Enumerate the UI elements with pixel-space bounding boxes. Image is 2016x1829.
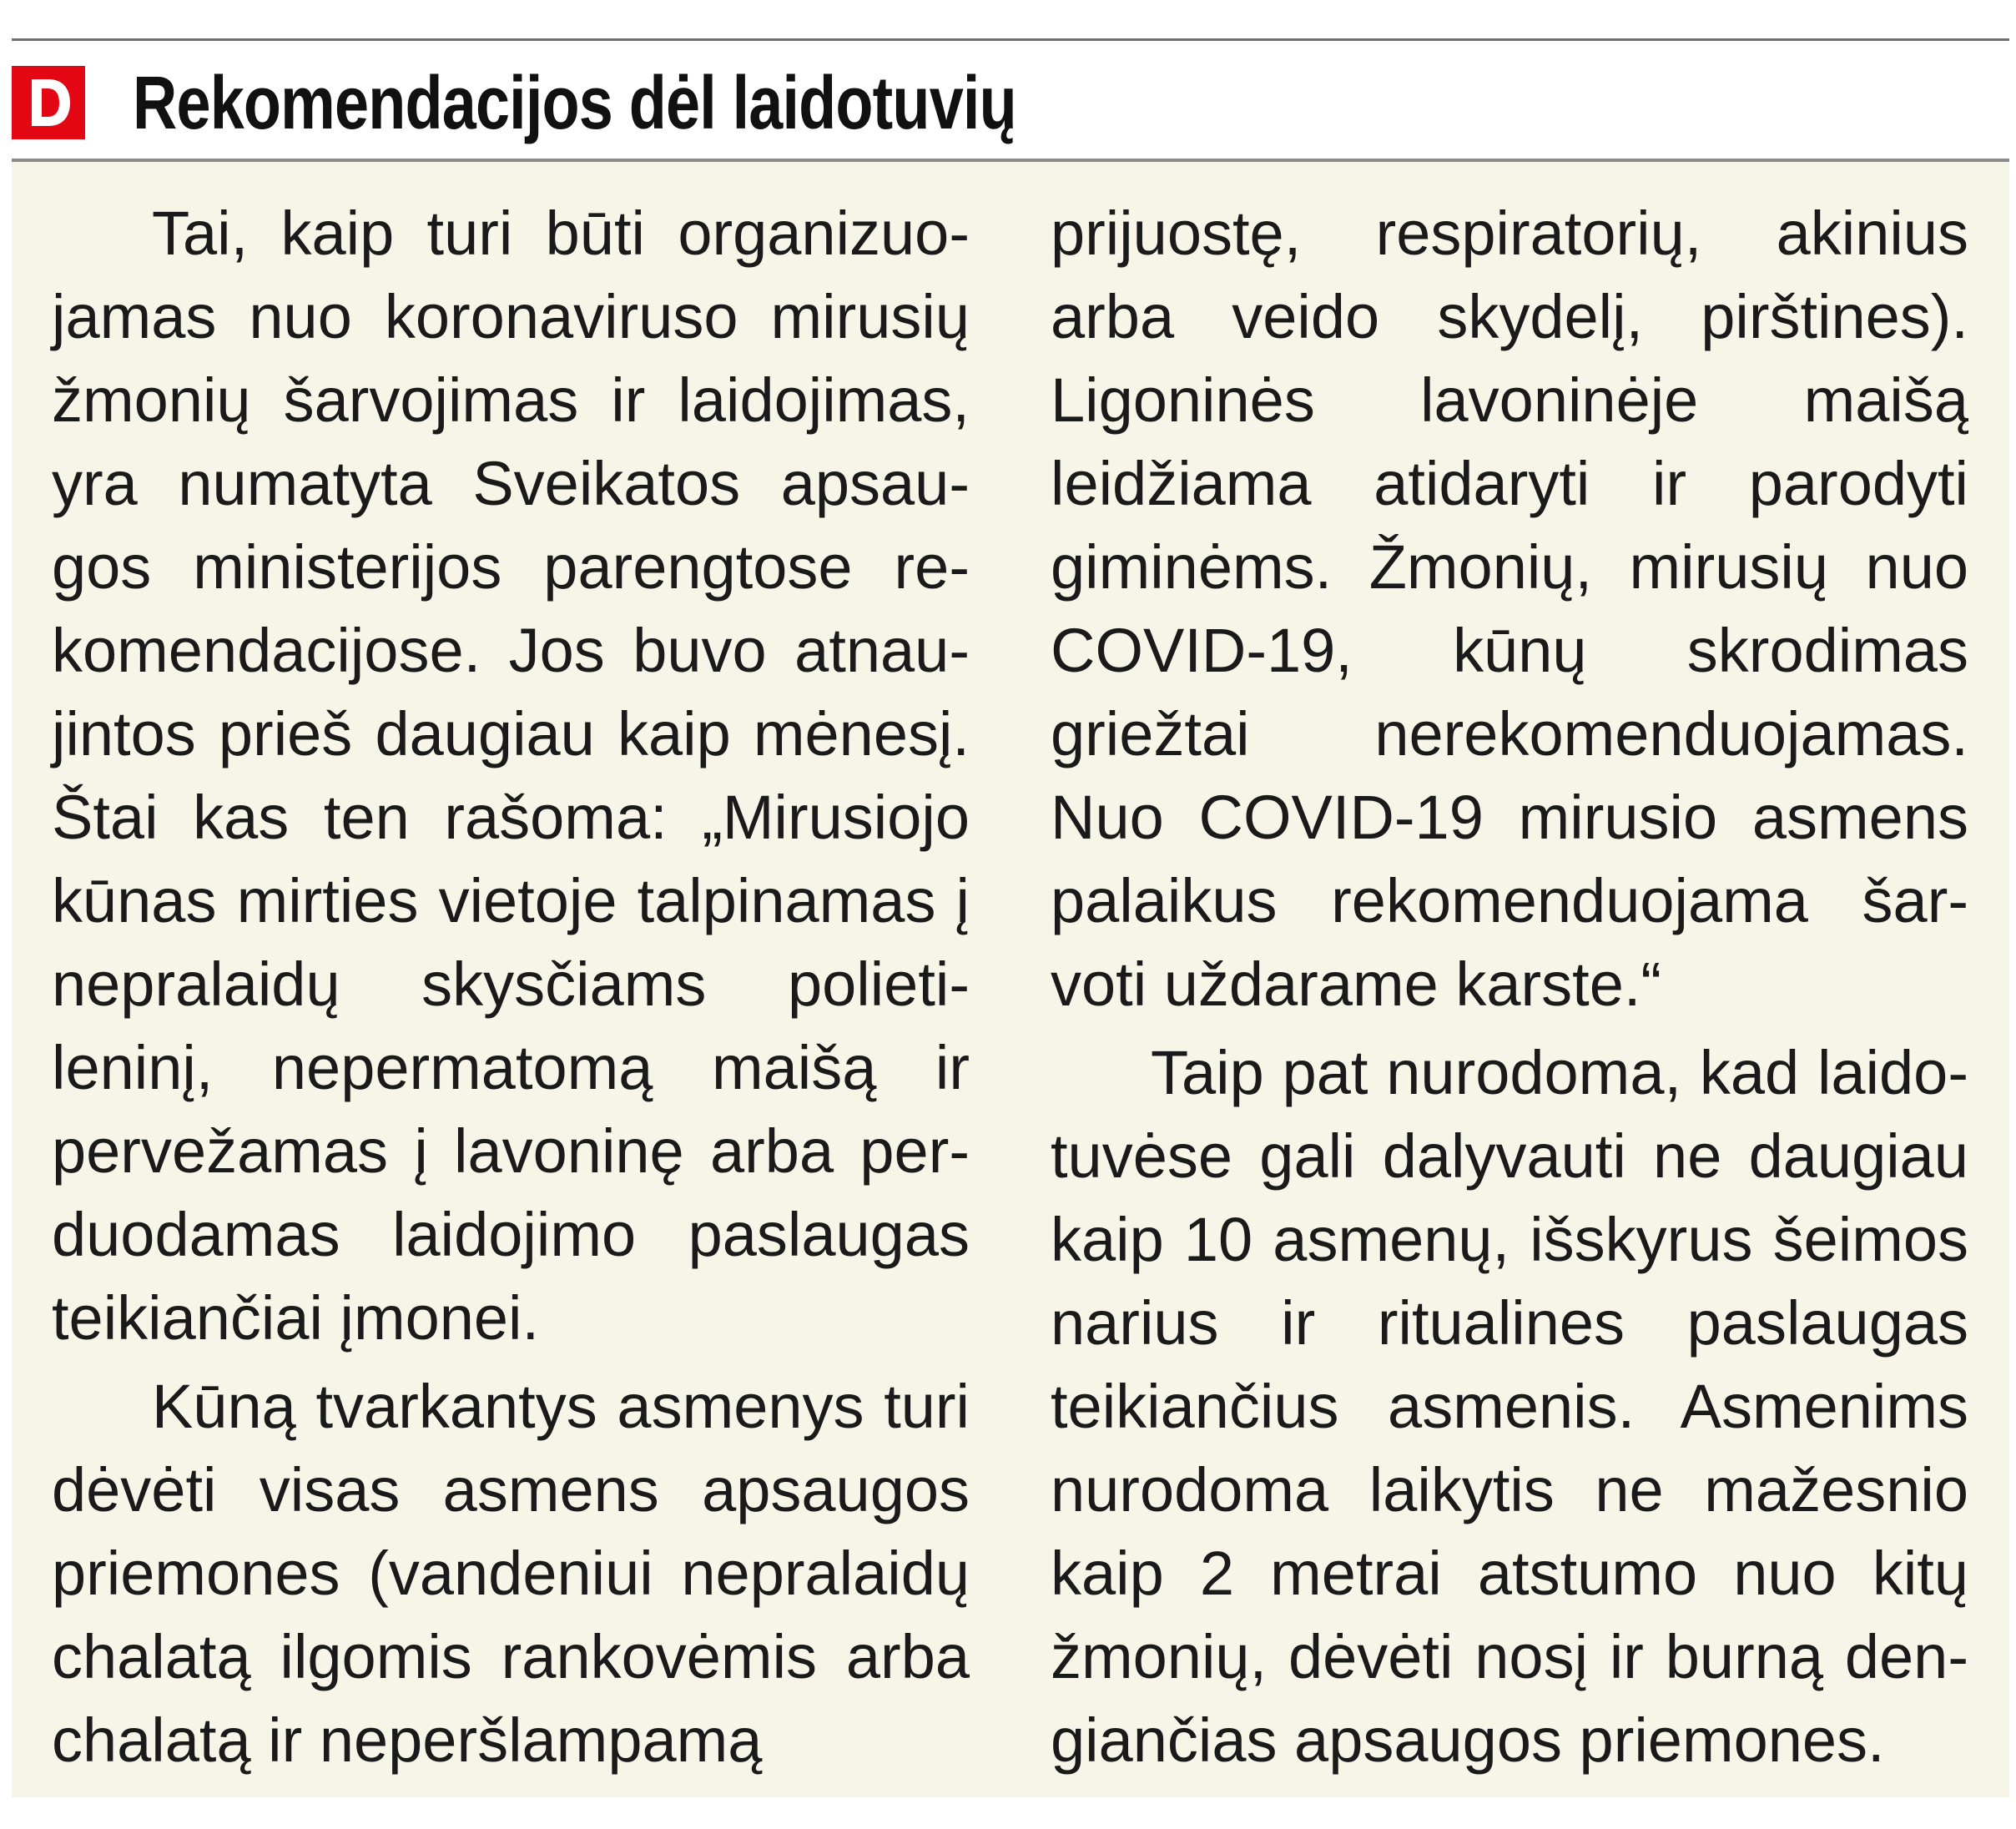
paragraph: Taip pat nurodoma, kad laidotuvėse gali dalyvauti ne daugiau kaip 10 asmenų, išskyrus šeimos narius ir ritualines paslaugas teikiančius asmenis. Asmenims nurodoma laikytis ne mažesnio kaip 2 metrai atstumo nuo kitų žmonių, dėvėti nosį ir burną dengiančias apsaugos priemones. xyxy=(1051,1038,1968,1775)
article-header xyxy=(12,41,2009,159)
paragraph: Kūną tvarkantys asmenys turi dėvėti visas asmens apsaugos priemones (vandeniui nepralaidų chalatą ilgomis rankovėmis arba chalatą ir neperšlampamą xyxy=(52,1372,970,1775)
paragraph: Tai, kaip turi būti organizuojamas nuo koronaviruso mirusių žmonių šarvojimas ir laidojimas, yra numatyta Sveikatos apsaugos ministerijos parengtose rekomendacijose. Jos buvo atnaujintos prieš daugiau kaip mėnesį. Štai kas ten rašoma: „Mirusiojo kūnas mirties vietoje talpinamas į nepralaidų skysčiams polietileninį, nepermatomą maišą ir pervežamas į lavoninę arba perduodamas laidojimo paslaugas teikiančiai įmonei. xyxy=(52,199,970,1353)
article-body xyxy=(12,162,2009,1797)
left-column xyxy=(52,192,970,1782)
section-badge xyxy=(12,66,85,139)
right-column xyxy=(1051,192,1968,1782)
d-letter-logo xyxy=(12,66,85,139)
paragraph: prijuostę, respiratorių, akinius arba veido skydelį, pirštines). Ligoninės lavoninėje maišą leidžiama atidaryti ir parodyti giminėms. Žmonių, mirusių nuo COVID-19, kūnų skrodimas griežtai nerekomenduojamas. Nuo COVID-19 mirusio asmens palaikus rekomenduojama šarvoti uždarame karste.“ xyxy=(1051,199,1968,1019)
page-title: Rekomendacijos dėl laidotuvių xyxy=(133,62,1016,145)
